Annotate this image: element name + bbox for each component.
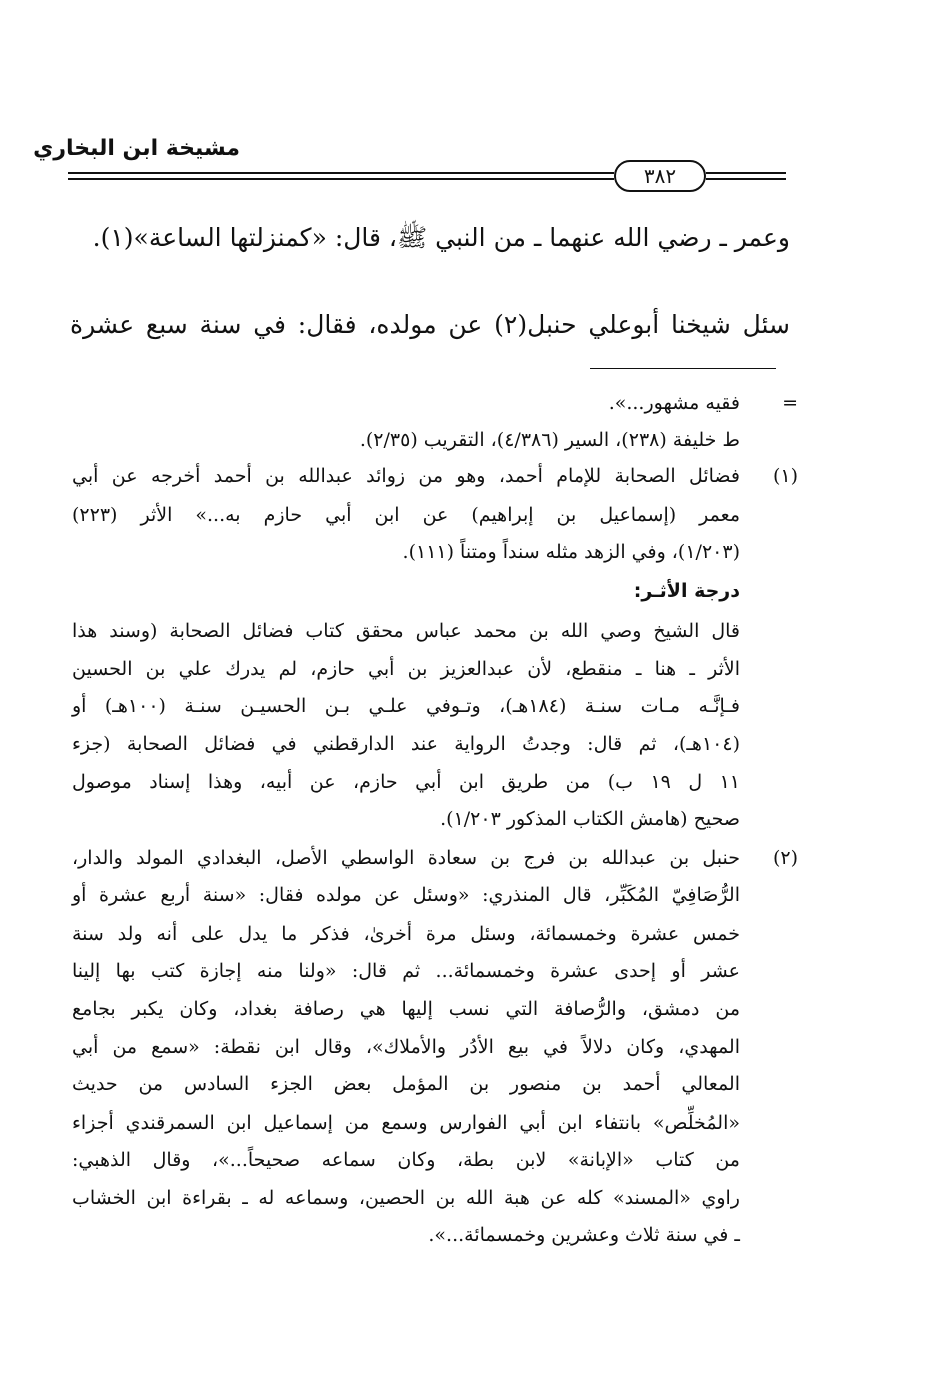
footnote-2-line: ـ في سنة ثلاث وعشرين وخمسمائة...».	[428, 1224, 740, 1246]
footnote-2-line: المهدي، وكان دلالاً في بيع الأدُر والأملاك»، وقال ابن نقطة: «سمع من أبي	[72, 1036, 740, 1058]
footnote-1-line: قال الشيخ وصي الله بن محمد عباس محقق كتاب فضائل الصحابة (وسند هذا	[72, 620, 740, 642]
footnote-separator	[590, 368, 776, 369]
footnote-2-line: عشر أو إحدى عشرة وخمسمائة... ثم قال: «ولنا منه إجازة كتب بها إلينا	[72, 960, 740, 982]
footnote-2-line: المعالي أحمد بن منصور بن المؤمل بعض الجزء السادس من حديث	[72, 1073, 740, 1095]
footnote-2-line: راوي «المسند» كله عن هبة الله بن الحصين، وسماعه له ـ بقراءة ابن الخشاب	[72, 1187, 740, 1209]
footnote-1-line: (١/٢٠٣)، وفي الزهد مثله سنداً ومتناً (١١١).	[402, 541, 740, 563]
footnote-1-marker: (١)	[772, 465, 798, 487]
footnote-1-line: صحيح (هامش الكتاب المذكور ١/٢٠٣).	[440, 808, 740, 830]
footnote-cont-line: فقيه مشهور...».	[608, 392, 740, 414]
footnote-1-line: فـإنَّـه مـات سنـة (١٨٤هـ)، وتـوفي علـي بـن الحسيـن سنـة (١٠٠هـ) أو	[72, 695, 740, 717]
running-header-title: مشيخة ابن البخاري	[33, 136, 240, 161]
footnote-1-line: ١١ ل ١٩ ب) من طريق ابن أبي حازم، عن أبيه، وهذا إسناد موصول	[72, 771, 740, 793]
footnote-2-line: الرُّصَافِيّ المُكَبِّر، قال المنذري: «وسئل عن مولده فقال: «سنة أربع عشرة أو	[72, 884, 740, 906]
header-rule-right	[706, 172, 786, 180]
footnote-1-line: معمر (إسماعيل بن إبراهيم) عن ابن أبي حازم به...» الأثر (٢٢٣)	[72, 504, 740, 526]
footnote-1-heading: درجة الأثـر:	[633, 580, 740, 602]
footnote-2-line: حنبل بن عبدالله بن فرج بن سعادة الواسطي الأصل، البغدادي المولد والدار،	[72, 847, 740, 869]
footnote-2-line: «المُخلِّص» بانتفاء ابن أبي الفوارس وسمع من إسماعيل ابن السمرقندي أجزاء	[72, 1112, 740, 1134]
continuation-marker: =	[782, 392, 798, 414]
footnote-1-line: فضائل الصحابة للإمام أحمد، وهو من زوائد عبدالله بن أحمد أخرجه عن أبي	[72, 465, 740, 487]
footnote-2-line: من كتاب «الإبانة» لابن بطة، وكان سماعه صحيحاً...»، وقال الذهبي:	[72, 1149, 740, 1171]
main-text-line-2: سئل شيخنا أبوعلي حنبل(٢) عن مولده، فقال: في سنة سبع عشرة	[70, 310, 790, 339]
header-rule-left	[68, 172, 614, 180]
main-text-line-1: وعمر ـ رضي الله عنهما ـ من النبي ﷺ، قال: «كمنزلتها الساعة»(١).	[92, 223, 790, 252]
page-number: ٣٨٢	[614, 160, 706, 192]
footnote-2-line: من دمشق، والرُّصافة التي نسب إليها هي رصافة بغداد، وكان يكبر بجامع	[72, 998, 740, 1020]
footnote-2-line: خمس عشرة وخمسمائة، وسئل مرة أخرىٰ، فذكر ما يدل على أنه ولد سنة	[72, 923, 740, 945]
footnote-2-marker: (٢)	[772, 847, 798, 869]
footnote-1-line: (١٠٤هـ)، ثم قال: وجدتُ الرواية عند الدارقطني في فضائل الصحابة (جزء	[72, 733, 740, 755]
footnote-cont-line: ط خليفة (٢٣٨)، السير (٤/٣٨٦)، التقريب (٢/٣٥).	[359, 429, 740, 451]
footnote-1-line: الأثر ـ هنا ـ منقطع، لأن عبدالعزيز بن أبي حازم، لم يدرك علي بن الحسين	[72, 658, 740, 680]
